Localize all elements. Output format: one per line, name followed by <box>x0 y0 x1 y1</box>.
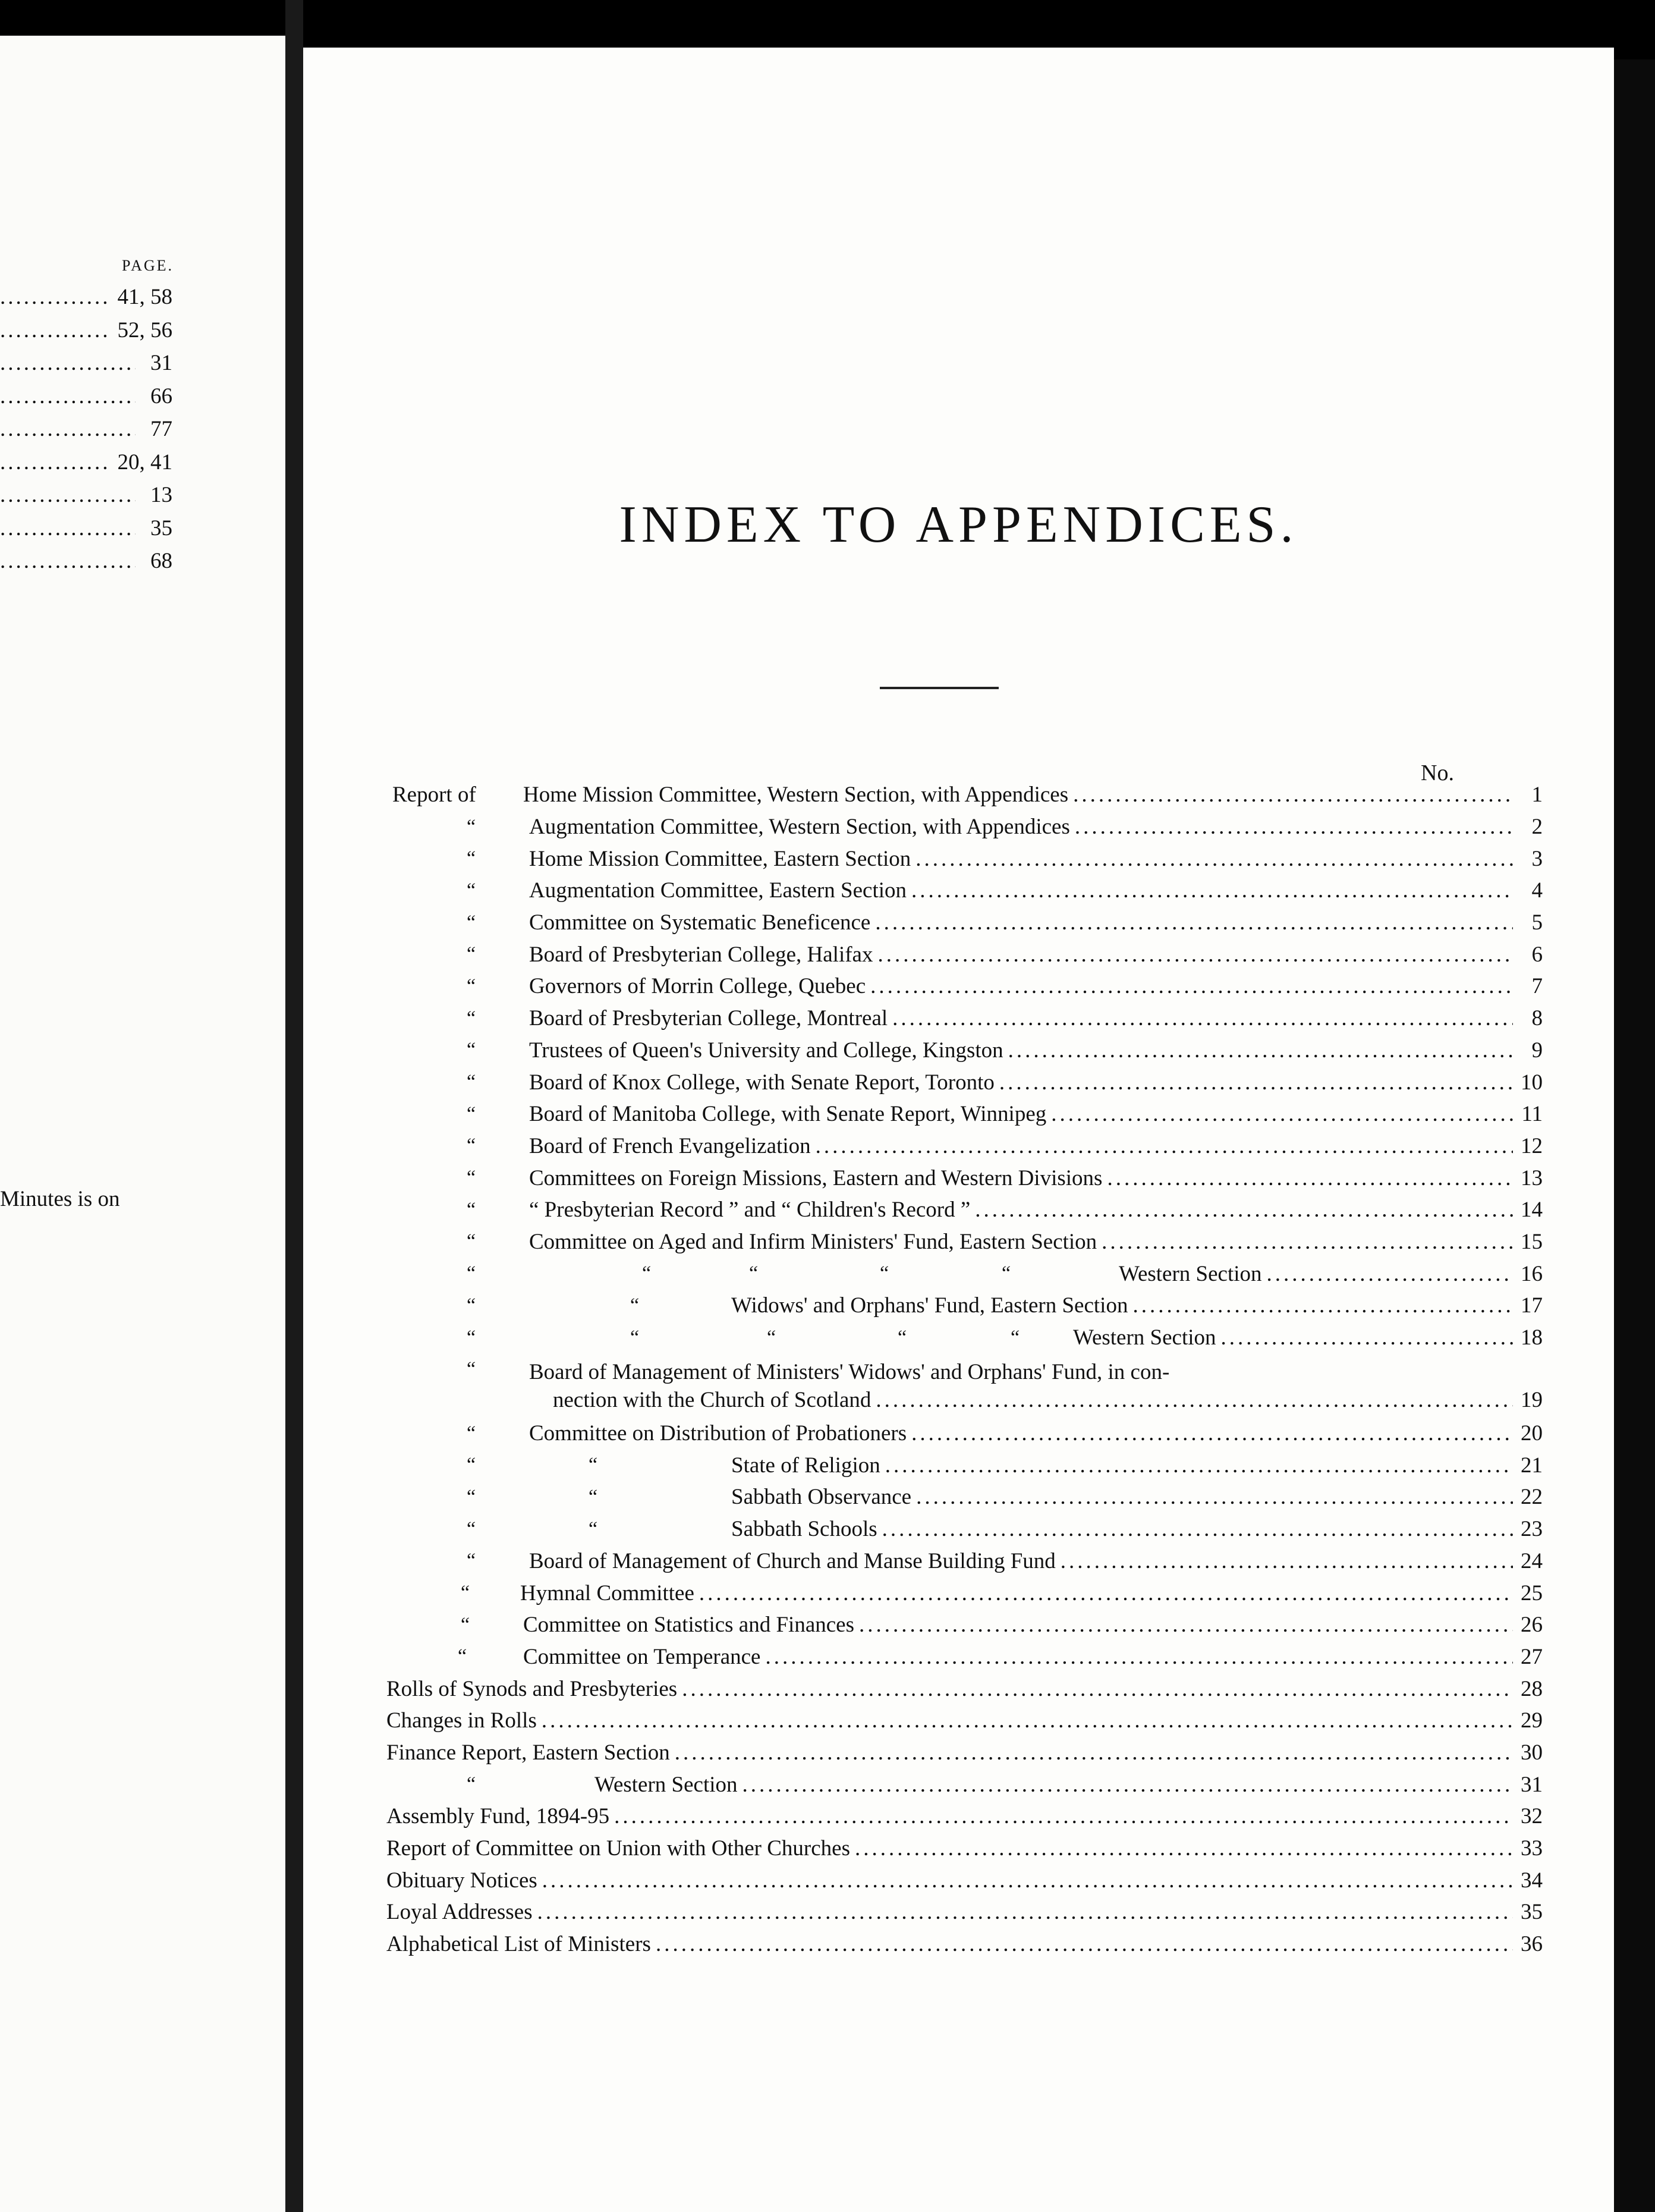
entry-number: 10 <box>1521 1070 1543 1095</box>
entry-number: 4 <box>1531 878 1543 903</box>
left-page-row <box>0 347 172 380</box>
index-entry <box>386 1896 1543 1928</box>
entry-title: Board of Management of Ministers' Widows' and Orphans' Fund, in con- <box>529 1360 1170 1385</box>
entry-title: Rolls of Synods and Presbyteries <box>386 1676 678 1701</box>
index-entry <box>392 1258 1543 1290</box>
entry-title: Report of Committee on Union with Other Churches <box>386 1836 850 1861</box>
entry-number: 11 <box>1521 1102 1543 1127</box>
left-page-note: Minutes is on <box>0 1187 120 1211</box>
ditto-mark: “ <box>467 1102 476 1125</box>
entry-number: 13 <box>1521 1165 1543 1190</box>
title-rule <box>880 687 999 689</box>
index-entry <box>392 1322 1543 1354</box>
index-entry <box>392 1194 1543 1226</box>
entry-number: 28 <box>1521 1676 1543 1701</box>
index-entry <box>392 1545 1543 1578</box>
ditto-mark: “ <box>467 1517 476 1540</box>
left-page-row <box>0 380 172 413</box>
page-number: 31 <box>150 351 172 376</box>
index-entry <box>392 1577 1543 1609</box>
index-entry <box>386 1801 1543 1833</box>
left-page-row <box>0 446 172 479</box>
ditto-mark: “ <box>467 1039 476 1061</box>
entry-title: Western Section <box>1073 1325 1216 1350</box>
entry-title: Changes in Rolls <box>386 1708 537 1733</box>
index-entry <box>392 1290 1543 1322</box>
ditto-mark: “ <box>898 1326 907 1349</box>
index-entry <box>386 1864 1543 1896</box>
ditto-mark: “ <box>1002 1262 1011 1285</box>
entry-title: Home Mission Committee, Western Section, with Appendices <box>523 783 1069 807</box>
entry-title-continued: nection with the Church of Scotland <box>553 1387 871 1412</box>
entry-number: 18 <box>1521 1325 1543 1350</box>
left-page-row <box>0 281 172 314</box>
entry-title: Assembly Fund, 1894-95 <box>386 1804 610 1829</box>
ditto-mark: “ <box>467 1454 476 1476</box>
entry-title: Loyal Addresses <box>386 1900 533 1925</box>
ditto-mark: “ <box>467 1358 476 1381</box>
ditto-mark: “ <box>880 1262 889 1285</box>
ditto-mark: “ <box>467 1071 476 1094</box>
book-spine <box>285 0 303 2212</box>
ditto-mark: “ <box>467 975 476 997</box>
left-page-row <box>0 512 172 545</box>
ditto-mark: “ <box>467 1167 476 1189</box>
entry-number: 17 <box>1521 1293 1543 1318</box>
ditto-mark: “ <box>589 1517 598 1540</box>
index-entry <box>392 1481 1543 1513</box>
index-entry <box>392 1226 1543 1258</box>
entry-title: Obituary Notices <box>386 1868 537 1893</box>
entry-title: Board of Knox College, with Senate Report, Toronto <box>529 1070 995 1095</box>
entry-number: 20 <box>1521 1421 1543 1446</box>
index-entry <box>392 1513 1543 1545</box>
ditto-mark: “ <box>467 1135 476 1157</box>
entry-title: Sabbath Schools <box>731 1517 877 1542</box>
index-entry <box>386 1833 1543 1865</box>
entry-title: Sabbath Observance <box>731 1485 912 1510</box>
left-page-row <box>0 479 172 512</box>
entry-title: “ Presbyterian Record ” and “ Children's Record ” <box>529 1198 971 1223</box>
ditto-mark: “ <box>642 1262 652 1285</box>
right-page <box>303 48 1614 2212</box>
ditto-mark: “ <box>467 1007 476 1029</box>
page-number: 68 <box>150 549 172 574</box>
ditto-mark: “ <box>749 1262 759 1285</box>
ditto-mark: “ <box>467 1550 476 1572</box>
entry-title: Board of Management of Church and Manse Building Fund <box>529 1548 1056 1573</box>
left-page-header: PAGE. <box>122 257 174 274</box>
page-edge-shadow <box>1614 59 1655 2212</box>
entry-number: 9 <box>1531 1038 1543 1063</box>
entry-number: 15 <box>1521 1229 1543 1254</box>
entry-title: Alphabetical List of Ministers <box>386 1932 651 1957</box>
ditto-mark: “ <box>467 847 476 870</box>
index-entry <box>392 1130 1543 1162</box>
ditto-mark: “ <box>467 1326 476 1349</box>
number-column-header: No. <box>1421 761 1454 785</box>
ditto-mark: “ <box>467 1485 476 1508</box>
ditto-mark: “ <box>467 1773 476 1796</box>
entry-title: Finance Report, Eastern Section <box>386 1740 670 1765</box>
index-entry <box>392 875 1543 907</box>
page-number: 77 <box>150 417 172 442</box>
index-entry <box>392 1418 1543 1450</box>
index-entry <box>386 1737 1543 1769</box>
entry-number: 29 <box>1521 1708 1543 1733</box>
index-entry <box>392 779 1543 811</box>
page-number: 13 <box>150 483 172 508</box>
ditto-mark: “ <box>467 943 476 966</box>
entry-title: State of Religion <box>731 1453 880 1478</box>
ditto-mark: “ <box>461 1582 470 1604</box>
entry-title: Committee on Systematic Beneficence <box>529 910 871 935</box>
ditto-mark: “ <box>767 1326 776 1349</box>
ditto-mark: “ <box>458 1645 467 1668</box>
entry-number: 33 <box>1521 1836 1543 1861</box>
entry-title: Augmentation Committee, Eastern Section <box>529 878 907 903</box>
entry-title: Committee on Statistics and Finances <box>523 1613 854 1638</box>
index-entry <box>392 938 1543 970</box>
ditto-mark: “ <box>467 1294 476 1316</box>
page-number: 41, 58 <box>117 285 172 310</box>
ditto-mark: “ <box>589 1454 598 1476</box>
entry-number: 32 <box>1521 1804 1543 1829</box>
ditto-mark: “ <box>589 1485 598 1508</box>
entry-number: 24 <box>1521 1548 1543 1573</box>
index-entry <box>392 1035 1543 1067</box>
page-title: INDEX TO APPENDICES. <box>619 496 1298 554</box>
entry-number: 6 <box>1531 942 1543 967</box>
index-entry <box>392 1162 1543 1194</box>
left-page-rows <box>0 281 172 578</box>
index-entry <box>386 1673 1543 1705</box>
entry-number: 30 <box>1521 1740 1543 1765</box>
entry-number: 31 <box>1521 1772 1543 1797</box>
entry-title: Committee on Distribution of Probationers <box>529 1421 907 1446</box>
page-number: 20, 41 <box>117 450 172 475</box>
entry-title: Hymnal Committee <box>520 1581 694 1605</box>
entry-title: Committee on Aged and Infirm Ministers' Fund, Eastern Section <box>529 1229 1097 1254</box>
entry-title: Augmentation Committee, Western Section, with Appendices <box>529 815 1070 840</box>
entry-number: 14 <box>1521 1198 1543 1223</box>
left-page-row <box>0 314 172 347</box>
index-entry <box>392 811 1543 843</box>
entry-number: 1 <box>1531 783 1543 807</box>
entry-number: 23 <box>1521 1517 1543 1542</box>
entry-number: 25 <box>1521 1581 1543 1605</box>
index-entry <box>386 1768 1543 1801</box>
index-entry <box>392 843 1543 875</box>
entry-title: Board of French Evangelization <box>529 1133 811 1158</box>
entry-number: 7 <box>1531 974 1543 999</box>
ditto-mark: “ <box>467 1422 476 1444</box>
entry-number: 5 <box>1531 910 1543 935</box>
index-entry <box>392 1609 1543 1641</box>
entry-title: Western Section <box>594 1772 738 1797</box>
entry-number: 3 <box>1531 846 1543 871</box>
ditto-mark: “ <box>630 1294 640 1316</box>
ditto-mark: “ <box>467 1262 476 1285</box>
ditto-mark: “ <box>467 911 476 934</box>
left-page-row <box>0 413 172 446</box>
page-number: 66 <box>150 384 172 409</box>
entry-number: 8 <box>1531 1006 1543 1031</box>
left-page-row <box>0 545 172 578</box>
entry-number: 16 <box>1521 1261 1543 1286</box>
index-entry <box>392 1641 1543 1673</box>
index-entry <box>392 1003 1543 1035</box>
index-entry <box>392 907 1543 939</box>
index-entry <box>392 1098 1543 1130</box>
entry-title: Committee on Temperance <box>523 1644 761 1669</box>
entry-number: 19 <box>1521 1387 1543 1412</box>
ditto-mark: “ <box>467 1198 476 1221</box>
entry-number: 26 <box>1521 1613 1543 1638</box>
entry-title: Board of Presbyterian College, Halifax <box>529 942 873 967</box>
appendix-index-list <box>386 779 1543 1960</box>
entry-number: 27 <box>1521 1644 1543 1669</box>
index-entry <box>386 1928 1543 1960</box>
left-page <box>0 36 285 2212</box>
index-entry <box>392 970 1543 1003</box>
index-entry <box>392 1353 1543 1417</box>
ditto-mark: “ <box>467 815 476 838</box>
entry-title: Committees on Foreign Missions, Eastern and Western Divisions <box>529 1165 1103 1190</box>
entry-title: Board of Manitoba College, with Senate Report, Winnipeg <box>529 1102 1047 1127</box>
entry-number: 34 <box>1521 1868 1543 1893</box>
entry-number: 12 <box>1521 1133 1543 1158</box>
index-entry <box>386 1705 1543 1737</box>
ditto-mark: “ <box>1011 1326 1020 1349</box>
entry-number: 35 <box>1521 1900 1543 1925</box>
entry-title: Widows' and Orphans' Fund, Eastern Section <box>731 1293 1128 1318</box>
index-entry <box>392 1449 1543 1481</box>
ditto-mark: “ <box>467 879 476 901</box>
entry-number: 21 <box>1521 1453 1543 1478</box>
ditto-mark: “ <box>467 1230 476 1253</box>
ditto-mark: “ <box>630 1326 640 1349</box>
entry-title: Trustees of Queen's University and College, Kingston <box>529 1038 1003 1063</box>
entry-title: Western Section <box>1119 1261 1262 1286</box>
entry-number: 2 <box>1531 815 1543 840</box>
page-number: 35 <box>150 516 172 541</box>
entry-number: 22 <box>1521 1485 1543 1510</box>
ditto-mark: “ <box>461 1613 470 1636</box>
entry-title: Governors of Morrin College, Quebec <box>529 974 866 999</box>
entry-number: 36 <box>1521 1932 1543 1957</box>
page-number: 52, 56 <box>117 318 172 343</box>
entry-title: Board of Presbyterian College, Montreal <box>529 1006 888 1031</box>
index-entry <box>392 1066 1543 1098</box>
entry-title: Home Mission Committee, Eastern Section <box>529 846 911 871</box>
report-of-prefix: Report of <box>392 783 476 807</box>
